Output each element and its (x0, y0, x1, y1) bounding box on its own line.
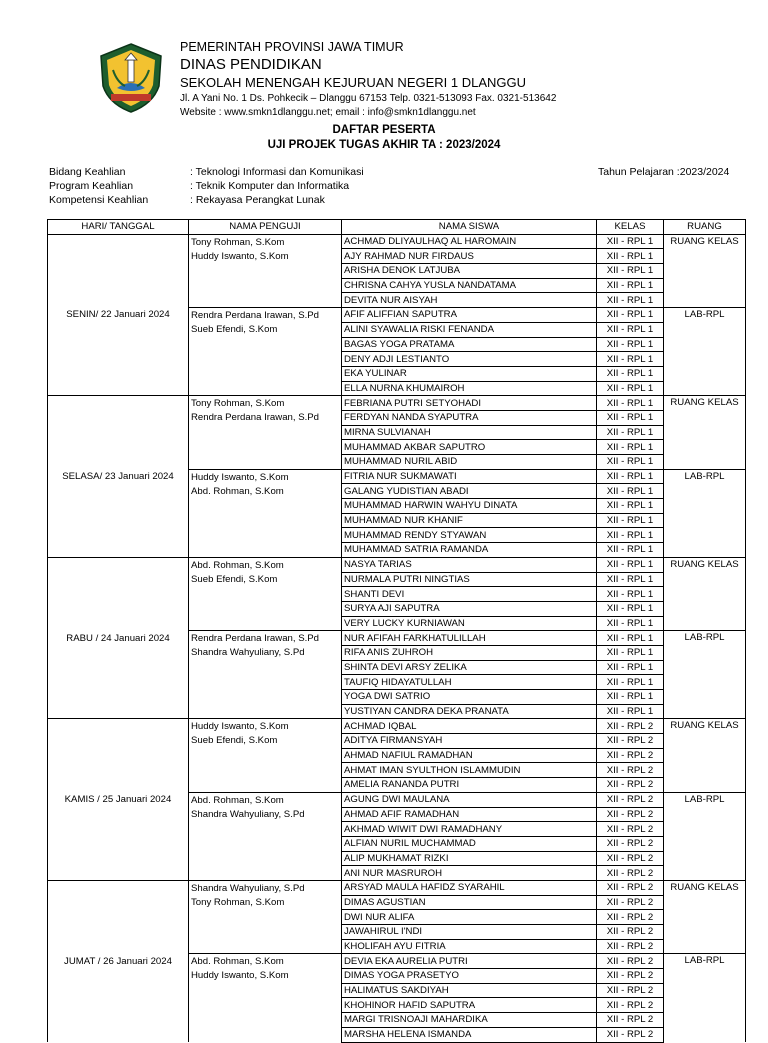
examiner-name: Sueb Efendi, S.Kom (191, 735, 278, 747)
student-class-cell: XII - RPL 2 (597, 734, 664, 749)
student-name-cell: RIFA ANIS ZUHROH (342, 645, 597, 660)
tahun-pelajaran: Tahun Pelajaran :2023/2024 (598, 166, 730, 178)
student-class-cell: XII - RPL 1 (597, 425, 664, 440)
room-cell: RUANG KELAS (664, 557, 746, 630)
student-name-cell: FEBRIANA PUTRI SETYOHADI (342, 396, 597, 411)
kompetensi-value: : Rekayasa Perangkat Lunak (190, 194, 325, 206)
bidang-value: : Teknologi Informasi dan Komunikasi (190, 166, 364, 178)
header-siswa: NAMA SISWA (342, 220, 597, 235)
student-name-cell: MUHAMMAD HARWIN WAHYU DINATA (342, 499, 597, 514)
room-cell: LAB-RPL (664, 954, 746, 1042)
student-class-cell: XII - RPL 1 (597, 469, 664, 484)
student-class-cell: XII - RPL 2 (597, 866, 664, 881)
student-name-cell: FITRIA NUR SUKMAWATI (342, 469, 597, 484)
examiner-cell (189, 792, 342, 880)
student-name-cell: AGUNG DWI MAULANA (342, 792, 597, 807)
student-name-cell: ALINI SYAWALIA RISKI FENANDA (342, 322, 597, 337)
student-class-cell: XII - RPL 1 (597, 484, 664, 499)
student-name-cell: AHMAT IMAN SYULTHON ISLAMMUDIN (342, 763, 597, 778)
student-class-cell: XII - RPL 1 (597, 278, 664, 293)
examiner-name: Sueb Efendi, S.Kom (191, 573, 278, 585)
header-ruang: RUANG (664, 220, 746, 235)
letterhead-department: DINAS PENDIDIKAN (180, 56, 322, 73)
student-name-cell: ANI NUR MASRUROH (342, 866, 597, 881)
examiner-name: Huddy Iswanto, S.Kom (191, 250, 289, 262)
table-row (48, 557, 746, 572)
student-class-cell: XII - RPL 1 (597, 440, 664, 455)
student-name-cell: KHOLIFAH AYU FITRIA (342, 939, 597, 954)
examiner-cell (189, 396, 342, 469)
student-class-cell: XII - RPL 1 (597, 234, 664, 249)
header-penguji: NAMA PENGUJI (189, 220, 342, 235)
examiner-name: Abd. Rohman, S.Kom (191, 956, 284, 968)
student-name-cell: MARGI TRISNOAJI MAHARDIKA (342, 1013, 597, 1028)
examiner-cell (189, 234, 342, 307)
examiner-cell (189, 719, 342, 792)
day-date-cell: KAMIS / 25 Januari 2024 (48, 719, 189, 881)
table-header-row (48, 220, 746, 235)
day-date-cell: JUMAT / 26 Januari 2024 (48, 880, 189, 1042)
kompetensi-label: Kompetensi Keahlian (49, 194, 149, 206)
student-class-cell: XII - RPL 2 (597, 763, 664, 778)
student-name-cell: SHANTI DEVI (342, 587, 597, 602)
day-date-cell: SELASA/ 23 Januari 2024 (48, 396, 189, 558)
examiner-cell (189, 469, 342, 557)
student-class-cell: XII - RPL 1 (597, 572, 664, 587)
room-cell: RUANG KELAS (664, 880, 746, 953)
student-class-cell: XII - RPL 1 (597, 366, 664, 381)
student-name-cell: NUR AFIFAH FARKHATULILLAH (342, 631, 597, 646)
student-class-cell: XII - RPL 2 (597, 748, 664, 763)
table-row (48, 234, 746, 249)
table-body (48, 234, 746, 1042)
student-class-cell: XII - RPL 2 (597, 792, 664, 807)
student-name-cell: DIMAS YOGA PRASETYO (342, 969, 597, 984)
student-name-cell: DENY ADJI LESTIANTO (342, 352, 597, 367)
student-class-cell: XII - RPL 2 (597, 719, 664, 734)
participant-table (47, 219, 746, 1043)
letterhead-school: SEKOLAH MENENGAH KEJURUAN NEGERI 1 DLANGGU (180, 75, 527, 90)
examiner-name: Shandra Wahyuliany, S.Pd (191, 882, 305, 894)
student-name-cell: AHMAD AFIF RAMADHAN (342, 807, 597, 822)
table-row (48, 880, 746, 895)
table-row (48, 396, 746, 411)
student-name-cell: FERDYAN NANDA SYAPUTRA (342, 410, 597, 425)
student-name-cell: VERY LUCKY KURNIAWAN (342, 616, 597, 631)
student-name-cell: GALANG YUDISTIAN ABADI (342, 484, 597, 499)
student-class-cell: XII - RPL 1 (597, 660, 664, 675)
student-class-cell: XII - RPL 2 (597, 939, 664, 954)
student-name-cell: JAWAHIRUL I'NDI (342, 925, 597, 940)
room-cell: RUANG KELAS (664, 234, 746, 307)
student-class-cell: XII - RPL 2 (597, 778, 664, 793)
student-name-cell: ACHMAD IQBAL (342, 719, 597, 734)
day-date-cell: RABU / 24 Januari 2024 (48, 557, 189, 719)
document-title: DAFTAR PESERTA (332, 124, 436, 136)
student-class-cell: XII - RPL 1 (597, 513, 664, 528)
student-name-cell: MUHAMMAD RENDY STYAWAN (342, 528, 597, 543)
student-name-cell: ARSYAD MAULA HAFIDZ SYARAHIL (342, 880, 597, 895)
student-name-cell: SHINTA DEVI ARSY ZELIKA (342, 660, 597, 675)
examiner-name: Abd. Rohman, S.Kom (191, 485, 284, 497)
examiner-name: Huddy Iswanto, S.Kom (191, 471, 289, 483)
header-hari: HARI/ TANGGAL (48, 220, 189, 235)
student-class-cell: XII - RPL 2 (597, 1013, 664, 1028)
student-name-cell: MARSHA HELENA ISMANDA (342, 1027, 597, 1042)
student-class-cell: XII - RPL 2 (597, 807, 664, 822)
examiner-cell (189, 954, 342, 1042)
student-name-cell: AMELIA RANANDA PUTRI (342, 778, 597, 793)
student-name-cell: AFIF ALIFFIAN SAPUTRA (342, 308, 597, 323)
examiner-name: Tony Rohman, S.Kom (191, 896, 285, 908)
student-name-cell: DEVIA EKA AURELIA PUTRI (342, 954, 597, 969)
student-name-cell: ALIP MUKHAMAT RIZKI (342, 851, 597, 866)
examiner-cell (189, 557, 342, 630)
student-class-cell: XII - RPL 2 (597, 880, 664, 895)
examiner-name: Abd. Rohman, S.Kom (191, 559, 284, 571)
letterhead-address: Jl. A Yani No. 1 Ds. Pohkecik – Dlanggu 67153 Telp. 0321-513093 Fax. 0321-513642 (180, 93, 557, 104)
student-name-cell: SURYA AJI SAPUTRA (342, 601, 597, 616)
document-subtitle: UJI PROJEK TUGAS AKHIR TA : 2023/2024 (267, 139, 501, 151)
student-name-cell: ADITYA FIRMANSYAH (342, 734, 597, 749)
letterhead-contact: Website : www.smkn1dlanggu.net; email : info@smkn1dlanggu.net (180, 107, 476, 118)
examiner-cell (189, 308, 342, 396)
student-name-cell: AJY RAHMAD NUR FIRDAUS (342, 249, 597, 264)
day-date-cell: SENIN/ 22 Januari 2024 (48, 234, 189, 396)
student-class-cell: XII - RPL 1 (597, 616, 664, 631)
student-class-cell: XII - RPL 2 (597, 925, 664, 940)
student-name-cell: ARISHA DENOK LATJUBA (342, 264, 597, 279)
room-cell: RUANG KELAS (664, 396, 746, 469)
student-class-cell: XII - RPL 1 (597, 410, 664, 425)
student-name-cell: HALIMATUS SAKDIYAH (342, 983, 597, 998)
student-class-cell: XII - RPL 1 (597, 308, 664, 323)
student-name-cell: NURMALA PUTRI NINGTIAS (342, 572, 597, 587)
student-name-cell: MUHAMMAD SATRIA RAMANDA (342, 543, 597, 558)
student-class-cell: XII - RPL 1 (597, 543, 664, 558)
student-class-cell: XII - RPL 2 (597, 954, 664, 969)
room-cell: LAB-RPL (664, 469, 746, 557)
student-class-cell: XII - RPL 1 (597, 675, 664, 690)
student-class-cell: XII - RPL 1 (597, 704, 664, 719)
student-class-cell: XII - RPL 1 (597, 557, 664, 572)
student-class-cell: XII - RPL 2 (597, 822, 664, 837)
room-cell: LAB-RPL (664, 792, 746, 880)
student-class-cell: XII - RPL 1 (597, 587, 664, 602)
letterhead-government: PEMERINTAH PROVINSI JAWA TIMUR (180, 40, 404, 54)
examiner-name: Huddy Iswanto, S.Kom (191, 721, 289, 733)
student-class-cell: XII - RPL 1 (597, 499, 664, 514)
student-class-cell: XII - RPL 2 (597, 836, 664, 851)
student-name-cell: EKA YULINAR (342, 366, 597, 381)
student-name-cell: YOGA DWI SATRIO (342, 690, 597, 705)
student-name-cell: ELLA NURNA KHUMAIROH (342, 381, 597, 396)
examiner-name: Shandra Wahyuliany, S.Pd (191, 647, 305, 659)
student-class-cell: XII - RPL 1 (597, 293, 664, 308)
letterhead (95, 36, 735, 120)
student-name-cell: MIRNA SULVIANAH (342, 425, 597, 440)
examiner-cell (189, 880, 342, 953)
examiner-name: Shandra Wahyuliany, S.Pd (191, 808, 305, 820)
student-name-cell: MUHAMMAD NUR KHANIF (342, 513, 597, 528)
student-class-cell: XII - RPL 1 (597, 690, 664, 705)
student-class-cell: XII - RPL 1 (597, 352, 664, 367)
examiner-cell (189, 631, 342, 719)
examiner-name: Rendra Perdana Irawan, S.Pd (191, 412, 319, 424)
room-cell: LAB-RPL (664, 308, 746, 396)
student-class-cell: XII - RPL 1 (597, 264, 664, 279)
student-name-cell: DWI NUR ALIFA (342, 910, 597, 925)
student-class-cell: XII - RPL 2 (597, 998, 664, 1013)
student-class-cell: XII - RPL 2 (597, 910, 664, 925)
student-class-cell: XII - RPL 2 (597, 969, 664, 984)
examiner-name: Tony Rohman, S.Kom (191, 236, 285, 248)
student-class-cell: XII - RPL 1 (597, 645, 664, 660)
student-name-cell: KHOHINOR HAFID SAPUTRA (342, 998, 597, 1013)
student-name-cell: TAUFIQ HIDAYATULLAH (342, 675, 597, 690)
student-name-cell: DIMAS AGUSTIAN (342, 895, 597, 910)
student-name-cell: DEVITA NUR AISYAH (342, 293, 597, 308)
examiner-name: Sueb Efendi, S.Kom (191, 324, 278, 336)
examiner-name: Tony Rohman, S.Kom (191, 398, 285, 410)
student-name-cell: YUSTIYAN CANDRA DEKA PRANATA (342, 704, 597, 719)
student-name-cell: ACHMAD DLIYAULHAQ AL HAROMAIN (342, 234, 597, 249)
student-name-cell: AHMAD NAFIUL RAMADHAN (342, 748, 597, 763)
examiner-name: Abd. Rohman, S.Kom (191, 794, 284, 806)
student-class-cell: XII - RPL 2 (597, 895, 664, 910)
student-class-cell: XII - RPL 1 (597, 322, 664, 337)
student-class-cell: XII - RPL 2 (597, 1027, 664, 1042)
student-name-cell: ALFIAN NURIL MUCHAMMAD (342, 836, 597, 851)
student-class-cell: XII - RPL 1 (597, 601, 664, 616)
jawa-timur-emblem-icon (95, 42, 167, 114)
room-cell: LAB-RPL (664, 631, 746, 719)
student-class-cell: XII - RPL 1 (597, 631, 664, 646)
student-name-cell: BAGAS YOGA PRATAMA (342, 337, 597, 352)
bidang-label: Bidang Keahlian (49, 166, 126, 178)
student-name-cell: AKHMAD WIWIT DWI RAMADHANY (342, 822, 597, 837)
student-class-cell: XII - RPL 1 (597, 381, 664, 396)
program-value: : Teknik Komputer dan Informatika (190, 180, 350, 192)
student-class-cell: XII - RPL 1 (597, 455, 664, 470)
examiner-name: Rendra Perdana Irawan, S.Pd (191, 633, 319, 645)
student-class-cell: XII - RPL 2 (597, 983, 664, 998)
student-name-cell: NASYA TARIAS (342, 557, 597, 572)
student-class-cell: XII - RPL 1 (597, 337, 664, 352)
student-class-cell: XII - RPL 1 (597, 396, 664, 411)
student-name-cell: MUHAMMAD AKBAR SAPUTRO (342, 440, 597, 455)
examiner-name: Huddy Iswanto, S.Kom (191, 970, 289, 982)
table-row (48, 719, 746, 734)
student-name-cell: CHRISNA CAHYA YUSLA NANDATAMA (342, 278, 597, 293)
room-cell: RUANG KELAS (664, 719, 746, 792)
student-class-cell: XII - RPL 2 (597, 851, 664, 866)
student-name-cell: MUHAMMAD NURIL ABID (342, 455, 597, 470)
examiner-name: Rendra Perdana Irawan, S.Pd (191, 310, 319, 322)
program-label: Program Keahlian (49, 180, 134, 192)
student-class-cell: XII - RPL 1 (597, 528, 664, 543)
student-class-cell: XII - RPL 1 (597, 249, 664, 264)
header-kelas: KELAS (597, 220, 664, 235)
